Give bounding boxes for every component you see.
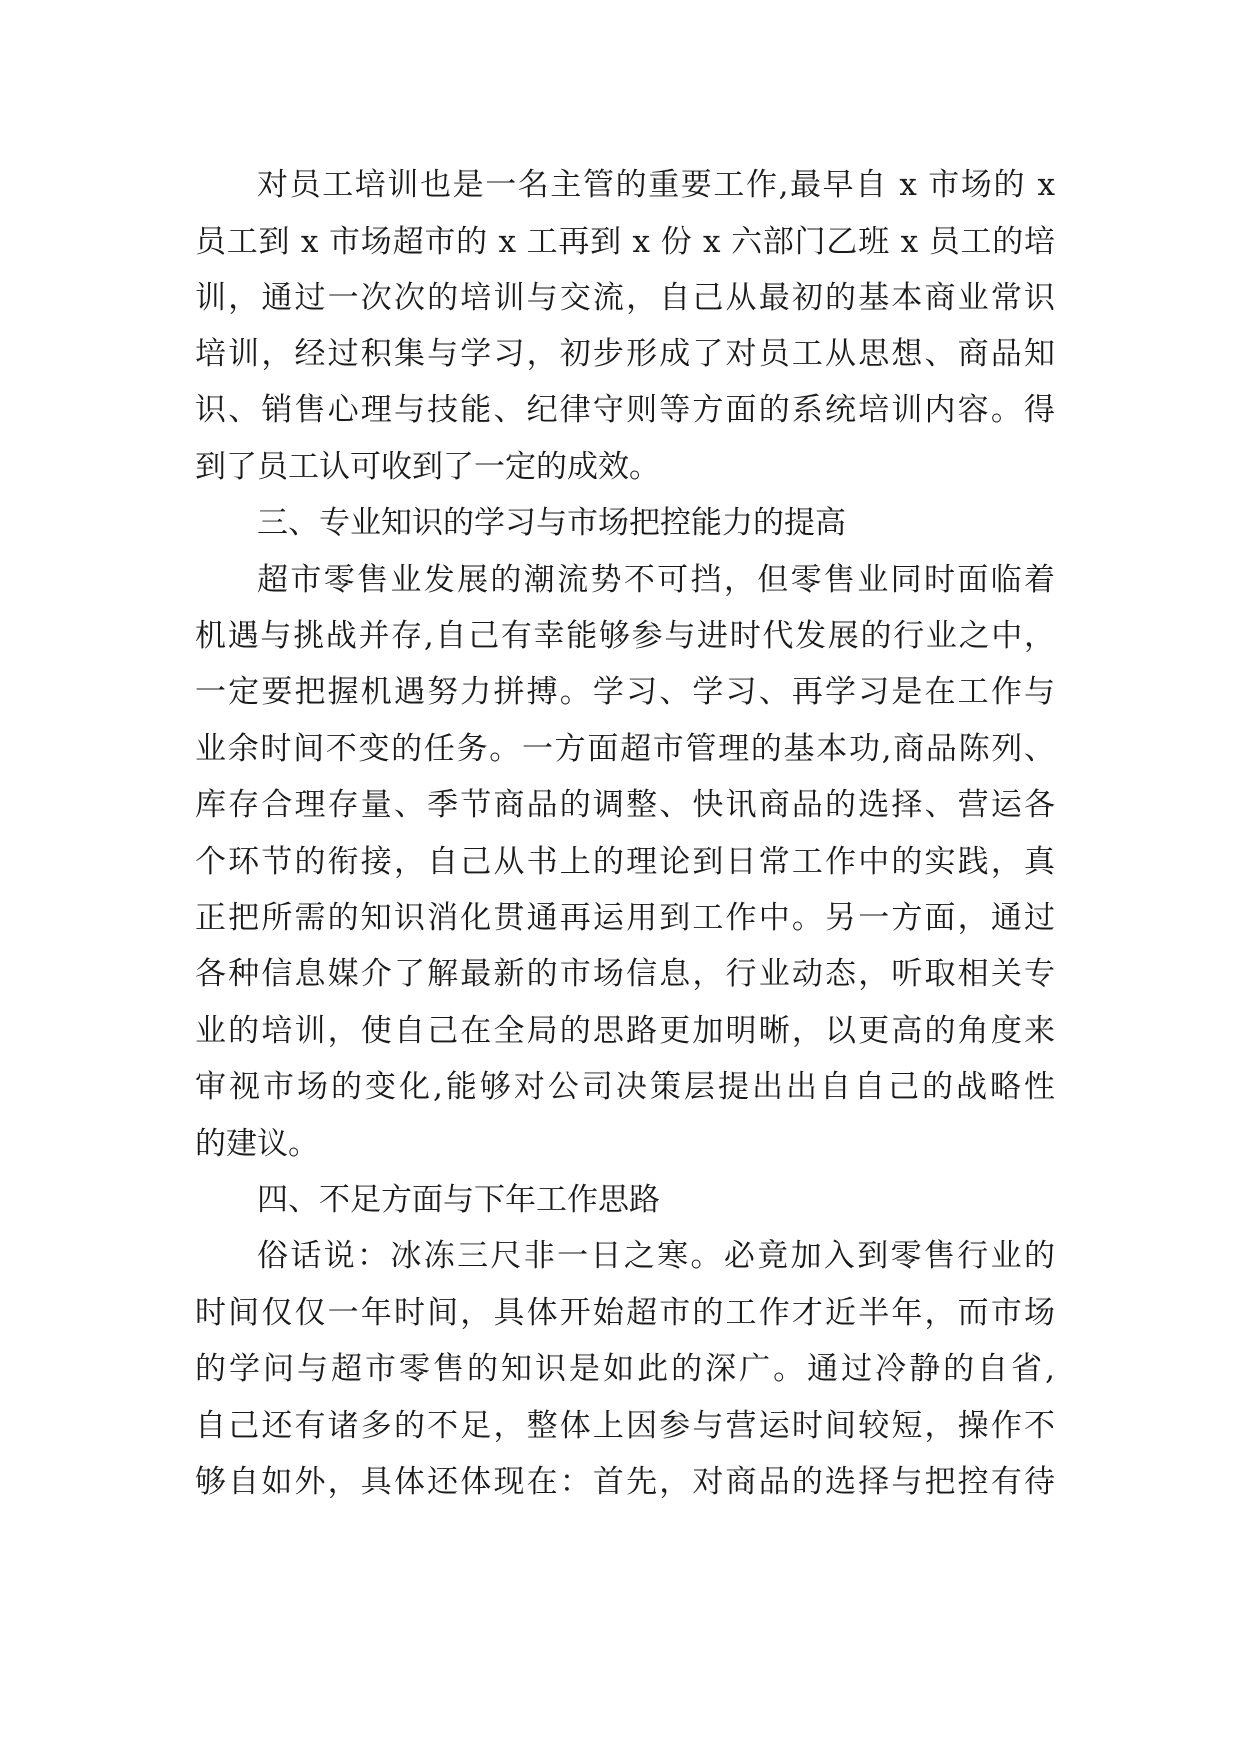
paragraph-3-line-2: 时间仅仅一年时间，具体开始超市的工作才近半年，而市场: [195, 1295, 1055, 1331]
paragraph-2-line-11: 的建议。: [195, 1126, 319, 1162]
paragraph-1-line-3: 训，通过一次次的培训与交流，自己从最初的基本商业常识: [195, 280, 1055, 316]
paragraph-3-line-4: 自己还有诸多的不足，整体上因参与营运时间较短，操作不: [195, 1408, 1055, 1444]
paragraph-1-line-1: 对员工培训也是一名主管的重要工作,最早自 x 市场的 x: [257, 167, 1055, 203]
section-heading-4: 四、不足方面与下年工作思路: [257, 1182, 660, 1218]
paragraph-3-line-5: 够自如外，具体还体现在：首先，对商品的选择与把控有待: [195, 1464, 1055, 1500]
section-heading-3: 三、专业知识的学习与市场把控能力的提高: [257, 505, 846, 541]
paragraph-1-line-5: 识、销售心理与技能、纪律守则等方面的系统培训内容。得: [195, 392, 1055, 428]
paragraph-2-line-7: 正把所需的知识消化贯通再运用到工作中。另一方面，通过: [195, 900, 1055, 936]
paragraph-3-line-3: 的学问与超市零售的知识是如此的深广。通过冷静的自省,: [195, 1351, 1055, 1387]
paragraph-3-line-1: 俗话说：冰冻三尺非一日之寒。必竟加入到零售行业的: [257, 1238, 1055, 1274]
paragraph-2-line-1: 超市零售业发展的潮流势不可挡，但零售业同时面临着: [257, 562, 1055, 598]
paragraph-2-line-2: 机遇与挑战并存,自己有幸能够参与进时代发展的行业之中，: [195, 618, 1055, 654]
paragraph-1-line-2: 员工到 x 市场超市的 x 工再到 x 份 x 六部门乙班 x 员工的培: [195, 224, 1055, 260]
paragraph-2-line-6: 个环节的衔接，自己从书上的理论到日常工作中的实践，真: [195, 844, 1055, 880]
paragraph-2-line-3: 一定要把握机遇努力拼搏。学习、学习、再学习是在工作与: [195, 674, 1055, 710]
paragraph-1-line-4: 培训，经过积集与学习，初步形成了对员工从思想、商品知: [195, 336, 1055, 372]
paragraph-2-line-10: 审视市场的变化,能够对公司决策层提出出自自己的战略性: [195, 1069, 1055, 1105]
paragraph-2-line-5: 库存合理存量、季节商品的调整、快讯商品的选择、营运各: [195, 787, 1055, 823]
paragraph-2-line-4: 业余时间不变的任务。一方面超市管理的基本功,商品陈列、: [195, 731, 1055, 767]
paragraph-1-line-6: 到了员工认可收到了一定的成效。: [195, 449, 660, 485]
paragraph-2-line-9: 业的培训，使自己在全局的思路更加明晰，以更高的角度来: [195, 1013, 1055, 1049]
paragraph-2-line-8: 各种信息媒介了解最新的市场信息，行业动态，听取相关专: [195, 956, 1055, 992]
